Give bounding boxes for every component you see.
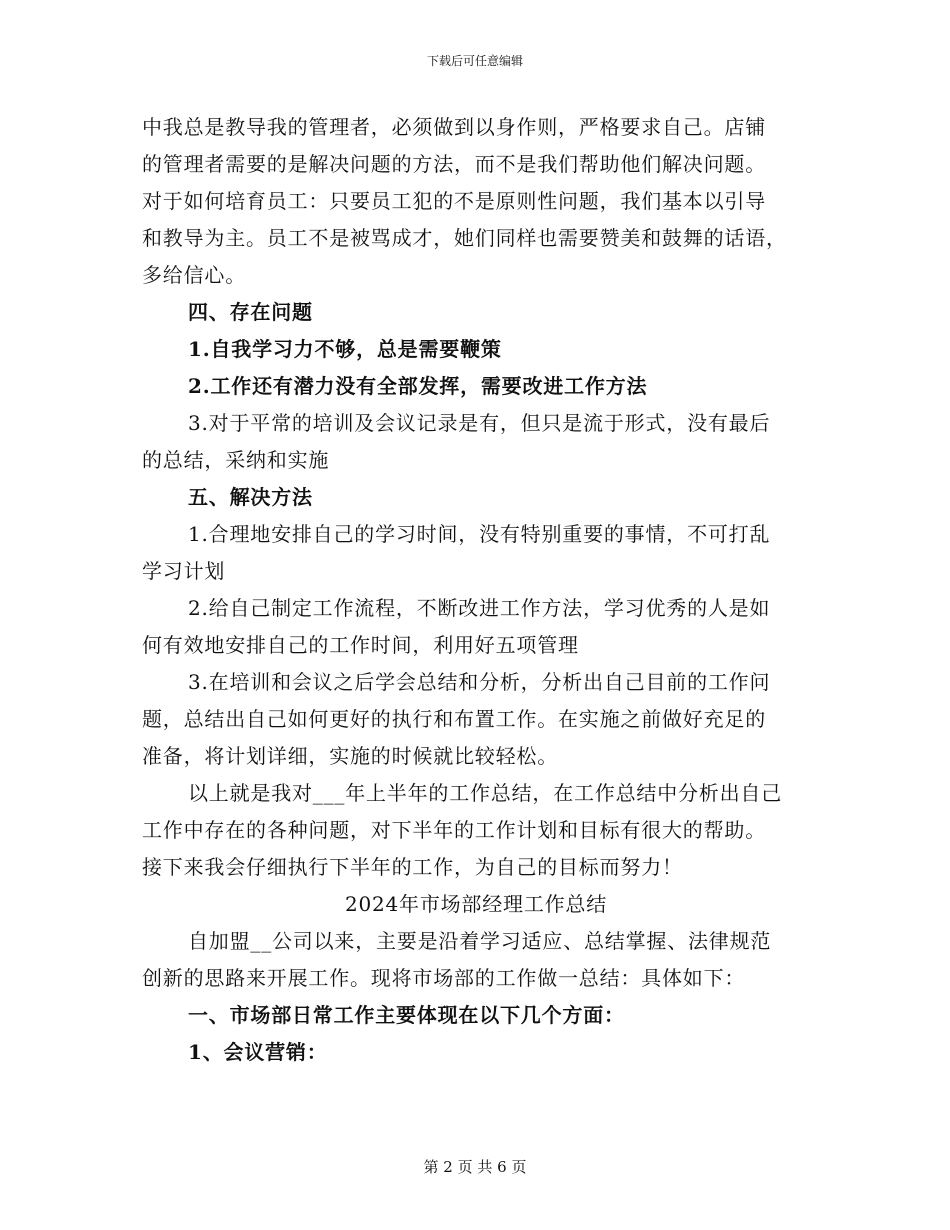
summary-paragraph xyxy=(142,775,810,886)
line: 的管理者需要的是解决问题的方法，而不是我们帮助他们解决问题。 xyxy=(142,152,766,176)
page-header: 下载后可任意编辑 xyxy=(426,54,523,68)
line: 3.在培训和会议之后学会总结和分析，分析出自己目前的工作问 xyxy=(188,670,771,694)
document-title: 2024年市场部经理工作总结 xyxy=(344,892,608,916)
solution-item-3 xyxy=(142,664,810,775)
line: 自加盟__公司以来，主要是沿着学习适应、总结掌握、法律规范 xyxy=(188,929,772,953)
line: 以上就是我对___年上半年的工作总结，在工作总结中分析出自己 xyxy=(188,781,782,805)
line: 接下来我会仔细执行下半年的工作，为自己的目标而努力！ xyxy=(142,855,683,879)
problem-item-1: 1.自我学习力不够，总是需要鞭策 xyxy=(188,337,502,361)
solution-item-2 xyxy=(142,590,810,664)
section-heading-daily-work: 一、市场部日常工作主要体现在以下几个方面： xyxy=(188,1003,625,1027)
line: 2.给自己制定工作流程，不断改进工作方法，学习优秀的人是如 xyxy=(188,596,771,620)
problem-item-2: 2.工作还有潜力没有全部发挥，需要改进工作方法 xyxy=(188,374,648,398)
section-heading-problems: 四、存在问题 xyxy=(188,300,313,324)
subheading-meeting-marketing: 1、会议营销： xyxy=(188,1040,328,1064)
line: 中我总是教导我的管理者，必须做到以身作则，严格要求自己。店铺 xyxy=(142,115,766,139)
line: 题，总结出自己如何更好的执行和布置工作。在实施之前做好充足的 xyxy=(142,707,766,731)
section-heading-solutions: 五、解决方法 xyxy=(188,485,313,509)
line: 工作中存在的各种问题，对下半年的工作计划和目标有很大的帮助。 xyxy=(142,818,766,842)
line: 学习计划 xyxy=(142,559,226,583)
paragraph-leadership xyxy=(142,109,810,294)
intro-paragraph xyxy=(142,923,810,997)
document-body xyxy=(142,109,810,1071)
line: 创新的思路来开展工作。现将市场部的工作做一总结：具体如下： xyxy=(142,966,746,990)
solution-item-1 xyxy=(142,516,810,590)
line: 准备，将计划详细，实施的时候就比较轻松。 xyxy=(142,744,558,768)
line: 3.对于平常的培训及会议记录是有，但只是流于形式，没有最后 xyxy=(188,411,771,435)
line: 的总结，采纳和实施 xyxy=(142,448,330,472)
line: 对于如何培育员工：只要员工犯的不是原则性问题，我们基本以引导 xyxy=(142,189,766,213)
problem-item-3 xyxy=(142,405,810,479)
line: 1.合理地安排自己的学习时间，没有特别重要的事情，不可打乱 xyxy=(188,522,771,546)
line: 何有效地安排自己的工作时间，利用好五项管理 xyxy=(142,633,579,657)
line: 多给信心。 xyxy=(142,263,246,287)
page-footer: 第 2 页 共 6 页 xyxy=(423,1158,527,1176)
line: 和教导为主。员工不是被骂成才，她们同样也需要赞美和鼓舞的话语， xyxy=(142,226,787,250)
